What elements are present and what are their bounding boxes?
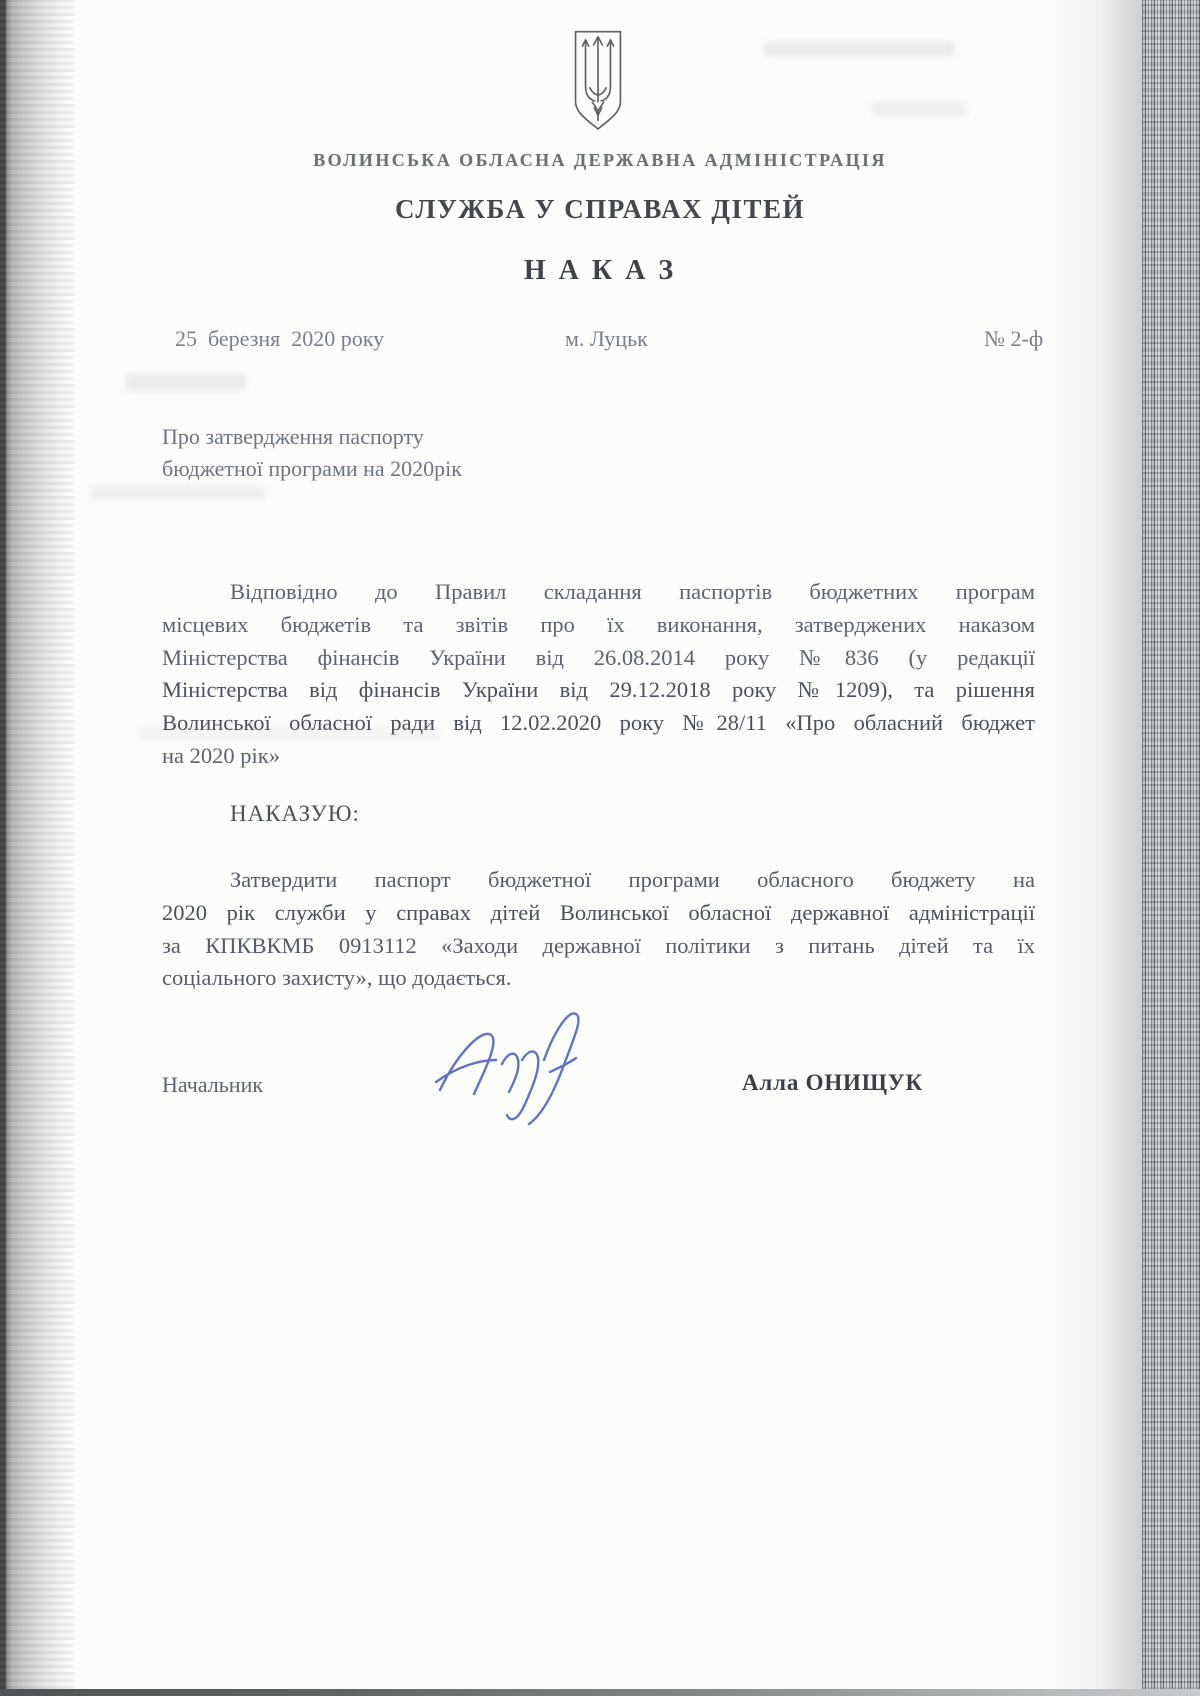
command-word: НАКАЗУЮ: bbox=[230, 801, 360, 826]
order-paragraph bbox=[162, 864, 1035, 995]
order-number: № 2-ф bbox=[984, 326, 1044, 351]
document-type-title: Н А К А З bbox=[523, 255, 677, 286]
text-line: Міністерства від фінансів України від 29.12.2018 року №1209), та рішення bbox=[162, 677, 1035, 703]
text-line: Затвердити паспорт бюджетної програми обласного бюджету на bbox=[230, 867, 1035, 892]
subject-line: Про затвердження паспорту bbox=[162, 424, 424, 449]
text-line: Міністерства фінансів України від 26.08.2014 року №836 (у редакції bbox=[162, 644, 1035, 670]
meta-row bbox=[162, 326, 1062, 354]
scan-edge-bottom bbox=[0, 1689, 1200, 1696]
signer-name: Алла ОНИЩУК bbox=[742, 1070, 923, 1095]
bleed-through-smudge bbox=[126, 374, 246, 391]
text-line: Відповідно до Правил складання паспортів бюджетних програм bbox=[230, 579, 1035, 604]
trident-emblem-icon bbox=[566, 28, 630, 134]
order-place: м. Луцьк bbox=[565, 326, 648, 351]
bleed-through-smudge bbox=[90, 486, 265, 500]
order-date: 25 березня 2020 року bbox=[175, 326, 385, 351]
text-line: соціального захисту», що додається. bbox=[162, 965, 512, 991]
organization-name: ВОЛИНСЬКА ОБЛАСНА ДЕРЖАВНА АДМІНІСТРАЦІЯ bbox=[313, 150, 887, 170]
text-line: на 2020 рік» bbox=[162, 742, 280, 768]
text-line: Волинської обласної ради від 12.02.2020 року №28/11 «Про обласний бюджет bbox=[162, 710, 1035, 736]
text-line: за КПКВКМБ 0913112 «Заходи державної політики з питань дітей та їх bbox=[162, 932, 1035, 958]
subject-block bbox=[162, 421, 762, 485]
text-line: місцевих бюджетів та звітів про їх виконання, затверджених наказом bbox=[162, 611, 1035, 637]
handwritten-signature bbox=[432, 1002, 632, 1128]
bleed-through-smudge bbox=[764, 42, 954, 56]
preamble-paragraph bbox=[162, 576, 1035, 773]
subject-line: бюджетної програми на 2020рік bbox=[162, 456, 462, 481]
text-line: 2020 рік служби у справах дітей Волинської обласної державної адміністрації bbox=[162, 899, 1035, 925]
bleed-through-smudge bbox=[872, 102, 967, 116]
department-name: СЛУЖБА У СПРАВАХ ДІТЕЙ bbox=[395, 194, 805, 224]
signer-position-title: Начальник bbox=[162, 1072, 264, 1097]
